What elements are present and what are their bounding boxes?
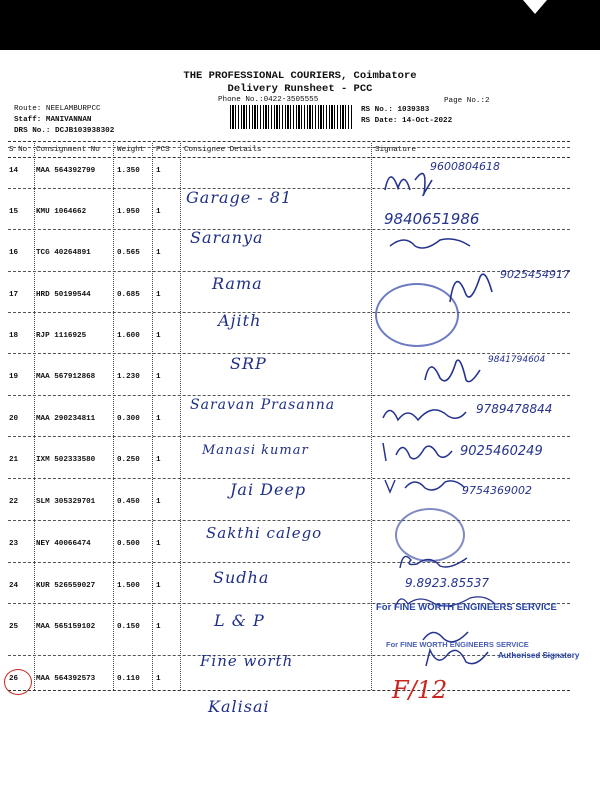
signature-scribble bbox=[378, 435, 458, 465]
handwritten-name: Sakthi calego bbox=[206, 524, 323, 542]
row-pcs: 1 bbox=[156, 623, 161, 631]
handwritten-name: Fine worth bbox=[200, 652, 294, 670]
row-pcs: 1 bbox=[156, 291, 161, 299]
row-rule bbox=[8, 562, 570, 563]
authorised-signatory: Authorised Signatory bbox=[498, 651, 580, 660]
row-sno: 18 bbox=[9, 332, 19, 340]
handwritten-name: Garage - 81 bbox=[186, 188, 293, 207]
col-header-weight: Weight bbox=[117, 146, 145, 154]
row-weight: 1.350 bbox=[117, 167, 140, 175]
row-weight: 0.565 bbox=[117, 249, 140, 257]
row-pcs: 1 bbox=[156, 332, 161, 340]
row-pcs: 1 bbox=[156, 582, 161, 590]
row-consignment: MAA 564392799 bbox=[36, 167, 96, 175]
row-sno: 22 bbox=[9, 498, 19, 506]
row-sno: 24 bbox=[9, 582, 19, 590]
handwritten-phone: 9841794604 bbox=[488, 355, 546, 365]
row-sno: 16 bbox=[9, 249, 19, 257]
row-rule bbox=[8, 395, 570, 396]
red-circle-mark bbox=[4, 669, 32, 695]
row-pcs: 1 bbox=[156, 208, 161, 216]
row-rule bbox=[8, 478, 570, 479]
handwritten-name: Kalisai bbox=[208, 697, 270, 716]
handwritten-phone: 9.8923.85537 bbox=[405, 576, 489, 590]
handwritten-phone: 9789478844 bbox=[476, 402, 553, 416]
signature-scribble bbox=[395, 548, 475, 573]
row-weight: 0.250 bbox=[117, 456, 140, 464]
col-header-details: Consignee Details bbox=[184, 146, 262, 154]
firm-stamp-text: For FINE WORTH ENGINEERS SERVICE bbox=[376, 602, 557, 613]
staff-label: Staff: MANIVANNAN bbox=[14, 116, 92, 124]
row-consignment: KUR 526559027 bbox=[36, 582, 96, 590]
row-sno: 23 bbox=[9, 540, 19, 548]
row-sno: 19 bbox=[9, 373, 19, 381]
handwritten-phone: 9025460249 bbox=[460, 444, 543, 459]
handwritten-phone: 9600804618 bbox=[430, 160, 500, 173]
handwritten-name: Saravan Prasanna bbox=[190, 397, 336, 413]
row-consignment: MAA 565159102 bbox=[36, 623, 96, 631]
row-weight: 0.685 bbox=[117, 291, 140, 299]
drs-number: DRS No.: DCJB103938302 bbox=[14, 127, 115, 135]
table-row bbox=[0, 229, 600, 270]
row-rule bbox=[8, 436, 570, 437]
col-header-pcs: PCS bbox=[156, 146, 170, 154]
handwritten-name: Rama bbox=[212, 274, 263, 293]
signature-scribble bbox=[440, 262, 500, 312]
signature-scribble bbox=[420, 350, 490, 390]
row-sno: 25 bbox=[9, 623, 19, 631]
handwritten-name: Jai Deep bbox=[230, 480, 307, 499]
signature-scribble bbox=[385, 232, 475, 252]
row-consignment: MAA 567912868 bbox=[36, 373, 96, 381]
row-pcs: 1 bbox=[156, 167, 161, 175]
row-sno: 26 bbox=[9, 675, 19, 683]
row-pcs: 1 bbox=[156, 249, 161, 257]
row-sno: 21 bbox=[9, 456, 19, 464]
handwritten-name: Ajith bbox=[218, 311, 262, 330]
row-pcs: 1 bbox=[156, 498, 161, 506]
row-consignment: RJP 1116925 bbox=[36, 332, 87, 340]
row-consignment: MAA 290234811 bbox=[36, 415, 96, 423]
row-weight: 0.150 bbox=[117, 623, 140, 631]
handwritten-name: Saranya bbox=[190, 228, 264, 247]
row-weight: 1.950 bbox=[117, 208, 140, 216]
row-sno: 17 bbox=[9, 291, 19, 299]
table-bottom-rule bbox=[8, 690, 570, 691]
row-rule bbox=[8, 229, 570, 230]
row-weight: 0.300 bbox=[117, 415, 140, 423]
col-header-signature: Signature bbox=[375, 146, 417, 154]
row-weight: 0.500 bbox=[117, 540, 140, 548]
phone-number: Phone No.:0422-3505555 bbox=[218, 96, 319, 104]
row-pcs: 1 bbox=[156, 675, 161, 683]
row-consignment: NEY 40066474 bbox=[36, 540, 91, 548]
row-consignment: MAA 564392573 bbox=[36, 675, 96, 683]
row-consignment: IXM 502333580 bbox=[36, 456, 96, 464]
handwritten-phone: 9025454917 bbox=[500, 268, 570, 281]
signature-scribble bbox=[380, 474, 470, 496]
row-consignment: HRD 50199544 bbox=[36, 291, 91, 299]
row-rule bbox=[8, 312, 570, 313]
red-annotation: F/12 bbox=[392, 676, 448, 704]
row-pcs: 1 bbox=[156, 540, 161, 548]
handwritten-phone: 9840651986 bbox=[384, 210, 480, 228]
row-sno: 20 bbox=[9, 415, 19, 423]
rs-number: RS No.: 1039383 bbox=[361, 106, 430, 114]
handwritten-name: SRP bbox=[230, 354, 267, 373]
route-label: Route: NEELAMBURPCC bbox=[14, 105, 101, 113]
table-row bbox=[0, 562, 600, 603]
col-header-consignment: Consignment No bbox=[36, 146, 100, 154]
handwritten-phone: 9754369002 bbox=[462, 484, 532, 497]
table-top-rule bbox=[8, 141, 570, 142]
table-row bbox=[0, 312, 600, 353]
row-sno: 15 bbox=[9, 208, 19, 216]
row-consignment: SLM 305329701 bbox=[36, 498, 96, 506]
row-pcs: 1 bbox=[156, 415, 161, 423]
row-rule bbox=[8, 147, 570, 148]
sheet-title: Delivery Runsheet - PCC bbox=[227, 83, 373, 95]
handwritten-name: Manasi kumar bbox=[202, 443, 309, 458]
signature-scribble bbox=[378, 398, 468, 428]
row-sno: 14 bbox=[9, 167, 19, 175]
firm-stamp-text: For FINE WORTH ENGINEERS SERVICE bbox=[386, 640, 529, 649]
row-weight: 0.450 bbox=[117, 498, 140, 506]
scan-top-border bbox=[0, 0, 600, 50]
handwritten-name: L & P bbox=[214, 611, 265, 630]
row-rule bbox=[8, 520, 570, 521]
barcode bbox=[230, 105, 352, 129]
row-weight: 0.110 bbox=[117, 675, 140, 683]
row-weight: 1.600 bbox=[117, 332, 140, 340]
row-consignment: TCG 40264891 bbox=[36, 249, 91, 257]
company-title: THE PROFESSIONAL COURIERS, Coimbatore bbox=[183, 70, 417, 82]
row-weight: 1.230 bbox=[117, 373, 140, 381]
handwritten-name: Sudha bbox=[213, 568, 270, 587]
rs-date: RS Date: 14-Oct-2022 bbox=[361, 117, 453, 125]
page-number: Page No.:2 bbox=[444, 97, 490, 105]
col-header-sno: S No bbox=[9, 146, 28, 154]
row-consignment: KMU 1064662 bbox=[36, 208, 87, 216]
row-pcs: 1 bbox=[156, 373, 161, 381]
scan-corner-notch bbox=[523, 0, 547, 14]
row-weight: 1.500 bbox=[117, 582, 140, 590]
row-pcs: 1 bbox=[156, 456, 161, 464]
